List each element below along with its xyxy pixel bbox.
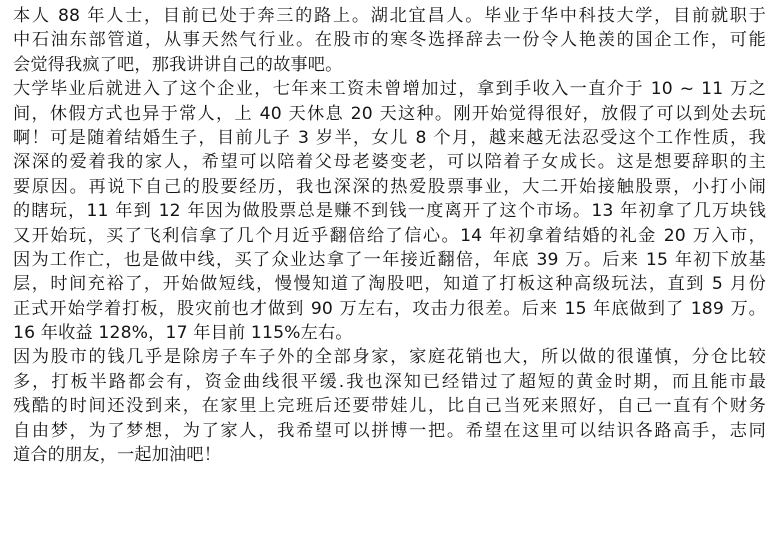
text-line: 要原因。再说下自己的股要经历，我也深深的热爱股票事业，大二开始接触股票，小打小闹 xyxy=(13,176,766,197)
text-line: 多，打板半路都会有，资金曲线很平缓.我也深知已经错过了超短的黄金时期，而且能市最 xyxy=(13,371,766,392)
text-line: 16 年收益 128%，17 年目前 115%左右。 xyxy=(13,323,353,344)
text-line: 的瞎玩，11 年到 12 年因为做股票总是赚不到钱一度离开了这个市场。13 年初拿了几万块钱 xyxy=(13,201,766,222)
text-line: 因为工作亡，也是做中线，买了众业达拿了一年接近翻倍，年底 39 万。后来 15 年初下放基 xyxy=(13,249,766,270)
text-line: 间，休假方式也异于常人，上 40 天休息 20 天这种。刚开始觉得很好，放假了可以到处去玩 xyxy=(13,103,766,124)
text-line: 因为股市的钱几乎是除房子车子外的全部身家，家庭花销也大，所以做的很谨慎，分仓比较 xyxy=(13,347,766,368)
text-line: 自由梦，为了梦想，为了家人，我希望可以拼博一把。希望在这里可以结识各路高手，志同 xyxy=(13,420,766,441)
text-line: 本人 88 年人士，目前已处于奔三的路上。湖北宜昌人。毕业于华中科技大学，目前就职于 xyxy=(13,6,766,26)
text-line: 正式开始学着打板，股灾前也才做到 90 万左右，攻击力很差。后来 15 年底做到了 189 万。 xyxy=(13,298,766,319)
text-line: 深深的爱着我的家人，希望可以陪着父母老婆变老，可以陪着子女成长。这是想要辞职的主 xyxy=(13,152,766,173)
text-line: 会觉得我疯了吧，那我讲讲自己的故事吧。 xyxy=(13,54,343,75)
paragraph-intro xyxy=(13,4,766,77)
paragraph-closing xyxy=(13,345,766,467)
text-line: 层，时间充裕了，开始做短线，慢慢知道了淘股吧，知道了打板这种高级玩法，直到 5 月份 xyxy=(13,274,766,295)
text-line: 道合的朋友，一起加油吧！ xyxy=(13,445,222,466)
text-line: 又开始玩，买了飞利信拿了几个月近乎翻倍给了信心。14 年初拿着结婚的礼金 20 万入市， xyxy=(13,225,766,246)
text-line: 大学毕业后就进入了这个企业，七年来工资未曾增加过，拿到手收入一直介于 10 ~ 11 万之 xyxy=(13,79,766,100)
text-line: 残酷的时间还没到来，在家里上完班后还要带娃儿，比自己当死来照好，自己一直有个财务 xyxy=(13,396,766,417)
text-line: 啊！可是随着结婚生子，目前儿子 3 岁半，女儿 8 个月，越来越无法忍受这个工作性质，我 xyxy=(13,127,766,148)
text-line: 中石油东部管道，从事天然气行业。在股市的寒冬选择辞去一份令人艳羡的国企工作，可能 xyxy=(13,30,766,51)
paragraph-story xyxy=(13,77,766,345)
